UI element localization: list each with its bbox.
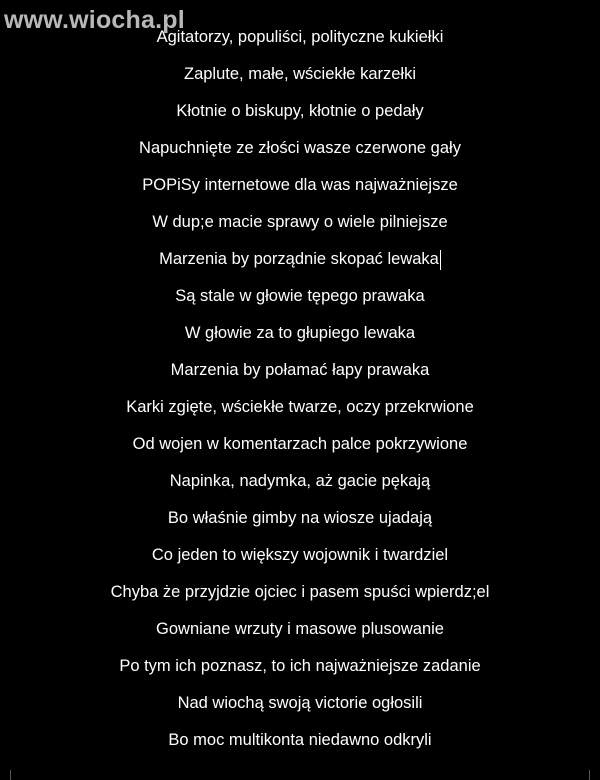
poem-line: Po tym ich poznasz, to ich najważniejsze zadanie <box>119 657 481 675</box>
poem-line: POPiSy internetowe dla was najważniejsze <box>142 176 458 194</box>
poem-line: Nad wiochą swoją victorie ogłosili <box>177 694 423 712</box>
poem-line: Napuchnięte ze złości wasze czerwone gały <box>139 139 461 157</box>
poem-line: Kłotnie o biskupy, kłotnie o pedały <box>176 102 424 120</box>
poem-line: Od wojen w komentarzach palce pokrzywione <box>132 435 468 453</box>
poem-line: W głowie za to głupiego lewaka <box>184 324 416 342</box>
poem-line: Bo moc multikonta niedawno odkryli <box>168 731 432 749</box>
poem-line: Co jeden to większy wojownik i twardziel <box>151 546 449 564</box>
poem-line: W dup;e macie sprawy o wiele pilniejsze <box>152 213 448 231</box>
poem-line: Karki zgięte, wściekłe twarze, oczy przekrwione <box>126 398 474 416</box>
page-corner-mark-left <box>10 770 21 780</box>
poem-line: Są stale w głowie tępego prawaka <box>175 287 425 305</box>
poem-line: Gowniane wrzuty i masowe plusowanie <box>156 620 444 638</box>
poem-text <box>0 19 600 759</box>
poem-line: Napinka, nadymka, aż gacie pękają <box>169 472 431 490</box>
poem-line: Chyba że przyjdzie ojciec i pasem spuści wpierdz;el <box>110 583 490 601</box>
text-cursor <box>440 250 441 270</box>
poem-line: Marzenia by połamać łapy prawaka <box>170 361 430 379</box>
watermark-logo: www.wiocha.pl <box>4 6 185 34</box>
poem-line: Agitatorzy, populiści, polityczne kukiełki <box>156 28 444 46</box>
poem-line[interactable]: Marzenia by porządnie skopać lewaka <box>159 250 439 268</box>
page-corner-mark-right <box>579 770 590 780</box>
poem-line: Zaplute, małe, wściekłe karzełki <box>184 65 416 83</box>
poem-line: Bo właśnie gimby na wiosze ujadają <box>167 509 433 527</box>
